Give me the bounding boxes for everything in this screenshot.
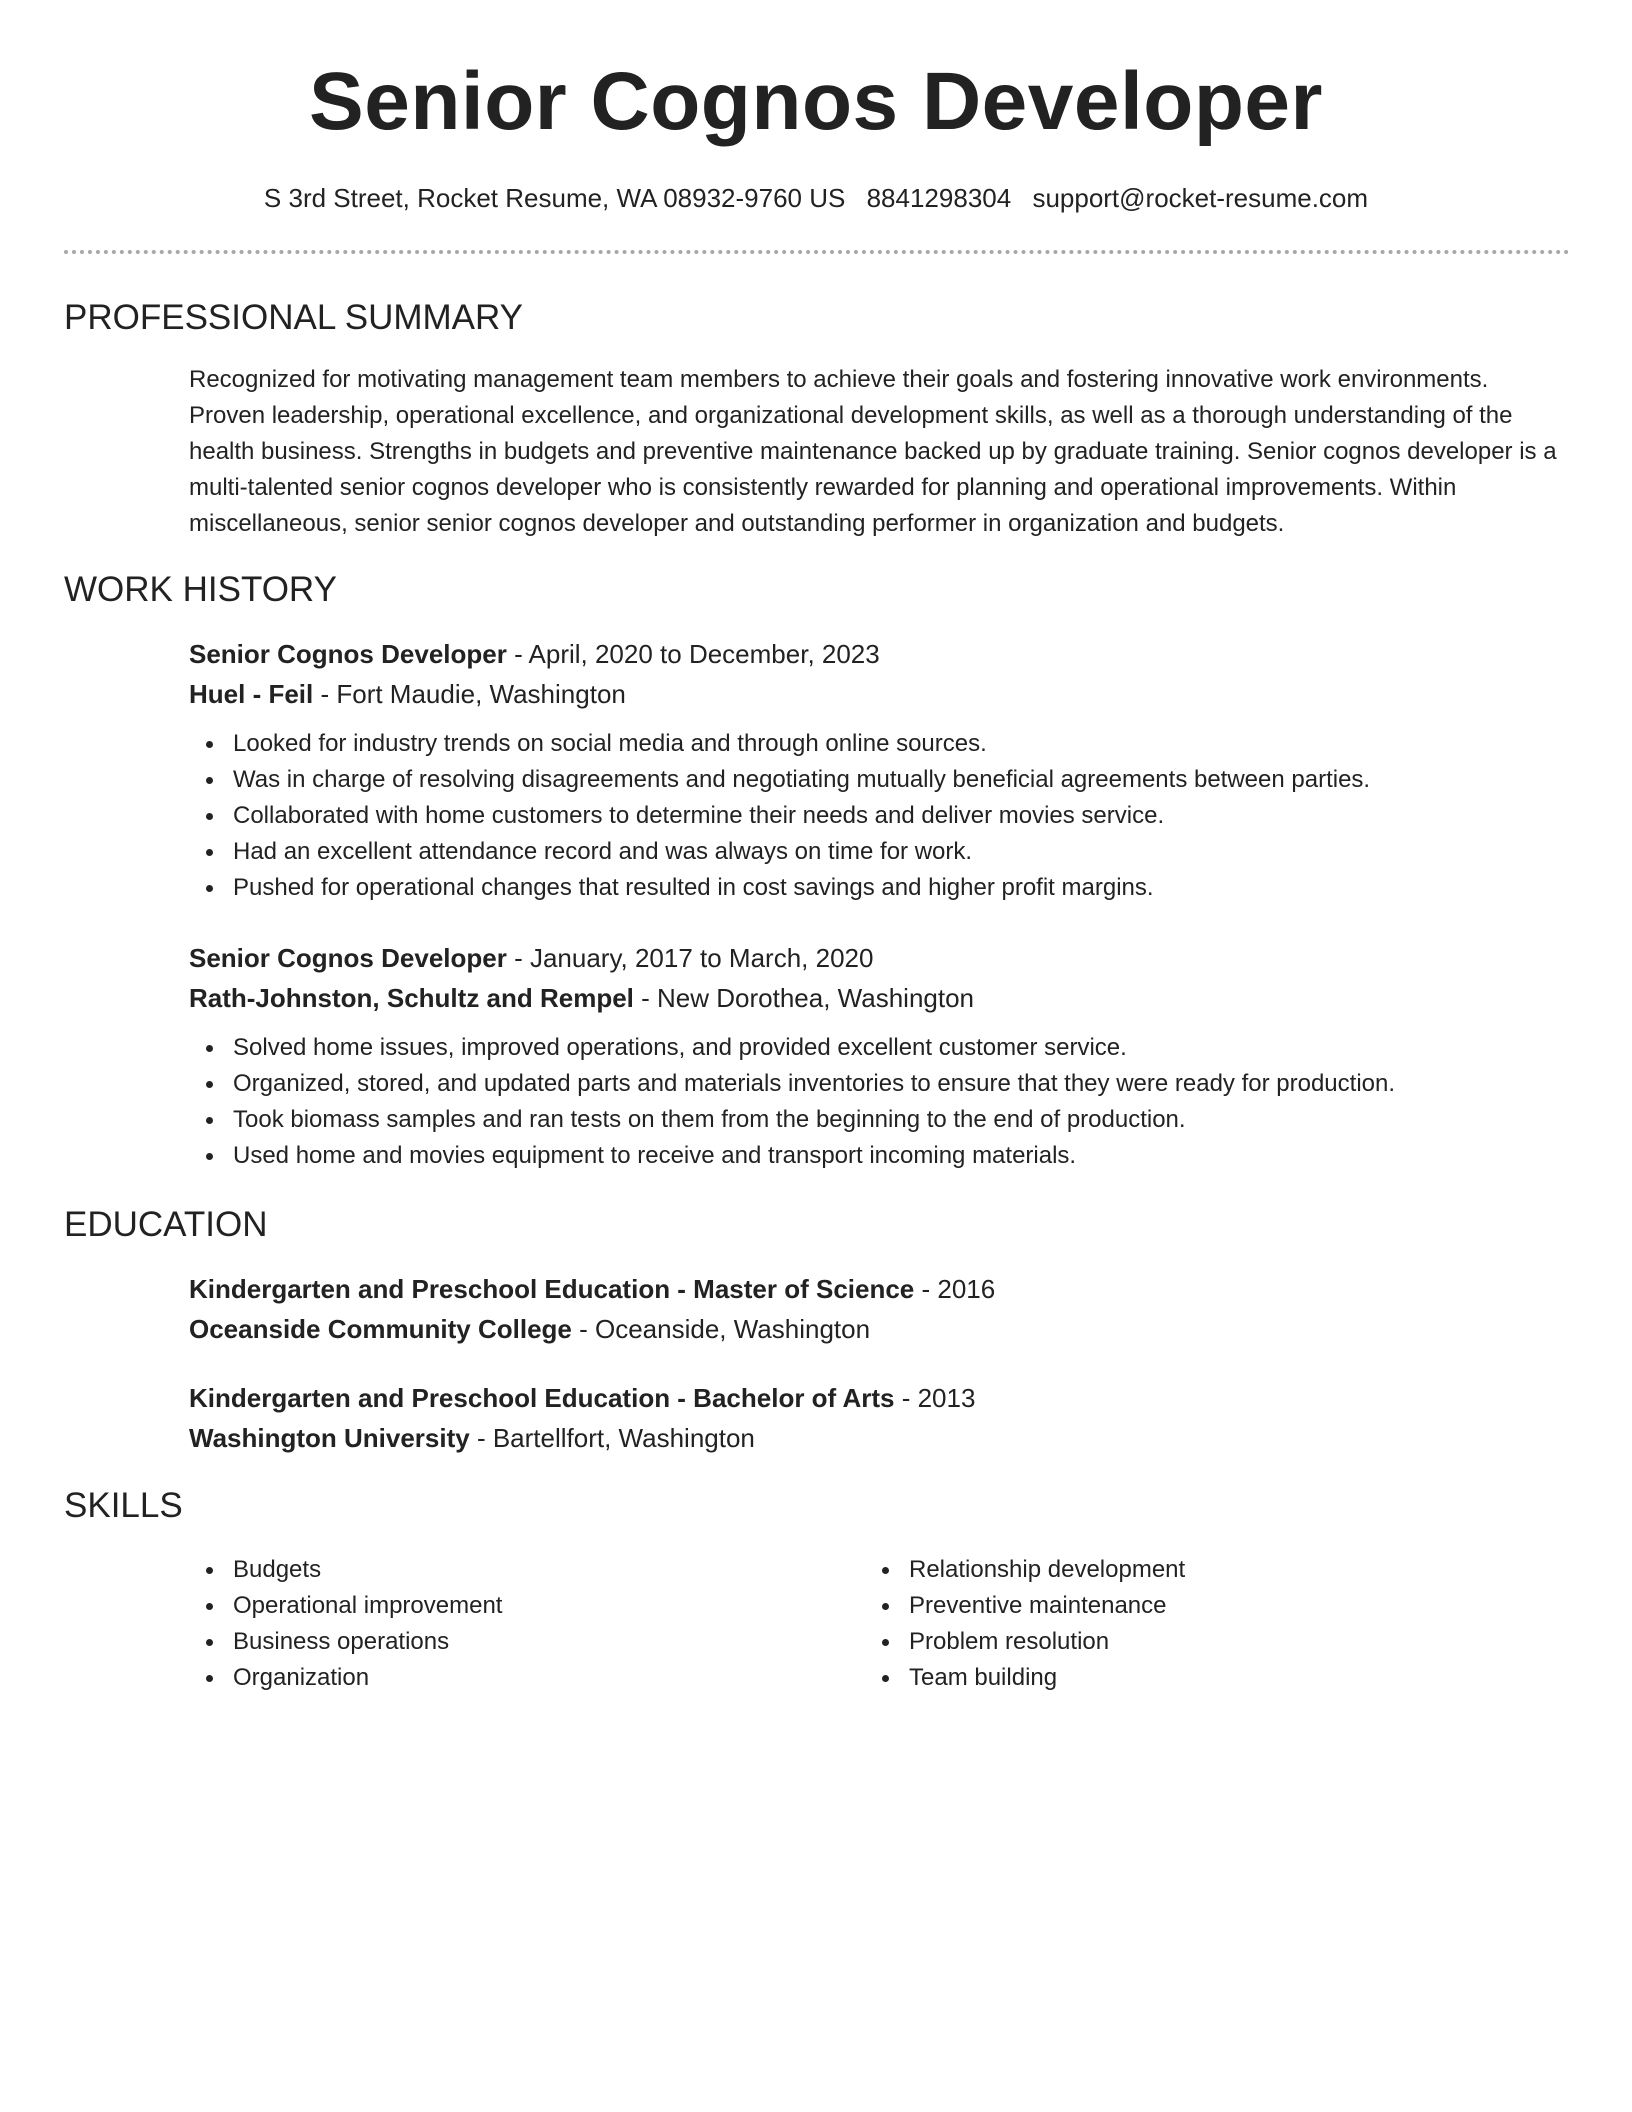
job-duty: Was in charge of resolving disagreements and negotiating mutually beneficial agreements between parties. (189, 762, 1569, 798)
education-heading: EDUCATION (64, 1205, 268, 1244)
degree-name: Kindergarten and Preschool Education - Master of Science (189, 1274, 915, 1304)
degree-year: - 2016 (914, 1274, 996, 1304)
work-history-heading: WORK HISTORY (64, 570, 337, 609)
job-duty: Had an excellent attendance record and was always on time for work. (189, 834, 1569, 870)
job-entry (189, 938, 1569, 1174)
job-role: Senior Cognos Developer (189, 943, 507, 973)
job-duty: Organized, stored, and updated parts and materials inventories to ensure that they were ready for production. (189, 1066, 1569, 1102)
school-location: - Bartellfort, Washington (469, 1423, 755, 1453)
degree-line (189, 1378, 1569, 1418)
job-duty: Collaborated with home customers to determine their needs and deliver movies service. (189, 798, 1569, 834)
summary-section (189, 362, 1569, 542)
school-line (189, 1418, 1569, 1458)
skills-list-right (865, 1552, 1505, 1696)
skill-item: Organization (189, 1660, 829, 1696)
job-company: Rath-Johnston, Schultz and Rempel (189, 983, 634, 1013)
skill-item: Problem resolution (865, 1624, 1505, 1660)
skill-item: Business operations (189, 1624, 829, 1660)
degree-name: Kindergarten and Preschool Education - Bachelor of Arts (189, 1383, 895, 1413)
resume-name: Senior Cognos Developer (309, 56, 1323, 147)
contact-phone: 8841298304 (866, 183, 1012, 213)
school-name: Oceanside Community College (189, 1314, 572, 1344)
job-duties (189, 1030, 1569, 1174)
summary-heading: PROFESSIONAL SUMMARY (64, 298, 523, 337)
skill-item: Operational improvement (189, 1588, 829, 1624)
summary-text: Recognized for motivating management team members to achieve their goals and fostering innovative work environments. Proven leadership, operational excellence, and organizational development skills, as well as a thorough understanding of the health business. Strengths in budgets and preventive maintenance backed up by graduate training. Senior cognos developer is a multi-talented senior cognos developer who is consistently rewarded for planning and operational improvements. Within miscellaneous, senior senior cognos developer and outstanding performer in organization and budgets. (189, 366, 1557, 537)
job-duty: Solved home issues, improved operations, and provided excellent customer service. (189, 1030, 1569, 1066)
job-duties (189, 726, 1569, 906)
skills-heading: SKILLS (64, 1486, 183, 1525)
degree-line (189, 1269, 1569, 1309)
job-dates: - January, 2017 to March, 2020 (506, 943, 874, 973)
education-entry (189, 1378, 1569, 1458)
job-title-line (189, 938, 1569, 978)
skill-item: Relationship development (865, 1552, 1505, 1588)
job-entry (189, 634, 1569, 906)
job-title-line (189, 634, 1569, 674)
job-duty: Looked for industry trends on social media and through online sources. (189, 726, 1569, 762)
header-divider (64, 250, 1570, 254)
degree-year: - 2013 (894, 1383, 976, 1413)
skill-item: Team building (865, 1660, 1505, 1696)
school-line (189, 1309, 1569, 1349)
job-company-line (189, 978, 1569, 1018)
job-company-line (189, 674, 1569, 714)
contact-address: S 3rd Street, Rocket Resume, WA 08932-9760 US (263, 183, 846, 213)
job-duty: Took biomass samples and ran tests on them from the beginning to the end of production. (189, 1102, 1569, 1138)
contact-line (0, 178, 1632, 218)
job-duty: Used home and movies equipment to receive and transport incoming materials. (189, 1138, 1569, 1174)
job-dates: - April, 2020 to December, 2023 (506, 639, 880, 669)
skill-item: Budgets (189, 1552, 829, 1588)
job-role: Senior Cognos Developer (189, 639, 507, 669)
education-entry (189, 1269, 1569, 1349)
contact-email: support@rocket-resume.com (1032, 183, 1369, 213)
school-name: Washington University (189, 1423, 470, 1453)
job-location: - Fort Maudie, Washington (313, 679, 626, 709)
job-company: Huel - Feil (189, 679, 314, 709)
skills-list-left (189, 1552, 829, 1696)
skill-item: Preventive maintenance (865, 1588, 1505, 1624)
job-location: - New Dorothea, Washington (633, 983, 975, 1013)
job-duty: Pushed for operational changes that resulted in cost savings and higher profit margins. (189, 870, 1569, 906)
school-location: - Oceanside, Washington (571, 1314, 871, 1344)
